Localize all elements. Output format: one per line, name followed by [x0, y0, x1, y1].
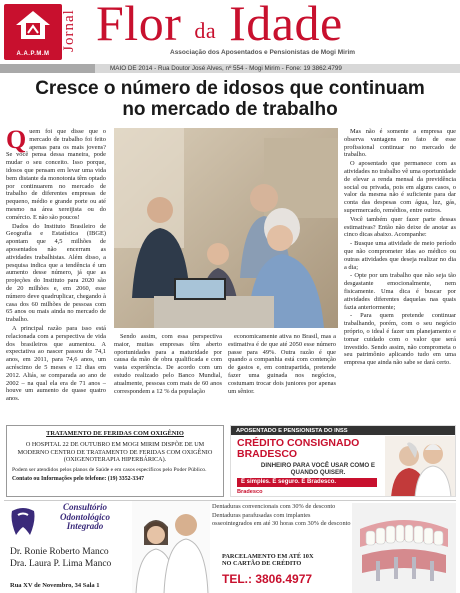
jornal-label: Jornal [60, 9, 77, 52]
article-paragraph: - Busque uma atividade de meio período que não comprometer idas ao médico ou outras atividades que deseja realizar no dia a dia; [344, 240, 456, 271]
ad-contact: Contato ou Informações pelo telefone: (19) 3352-3347 [12, 475, 145, 482]
elderly-couple-image [385, 436, 455, 497]
article-paragraph: Dados do Instituto Brasileiro de Geografia e Estatística (IBGE) apontam que 4,5 milhões de aposentados não encerram as atividades trabalhistas. Além disso, a pesquisa indica que a tendência é um aumento desse número, já que as projeções do Instituto para 2020 são de 20 milhões e, em 2060, esse número deve quadruplicar, chegando à casa dos 60 milhões de pessoas com 65 anos ou mais ainda no mercado de trabalho. [6, 222, 106, 324]
newspaper-title: Flor da Idade [96, 0, 343, 51]
installment-info: PARCELAMENTO EM ATÉ 10X NO CARTÃO DE CRÉDITO [222, 553, 314, 568]
tooth-icon [8, 505, 38, 539]
dentists-photo [132, 501, 210, 593]
bradesco-credit-ad [230, 425, 456, 497]
ad-note: Podem ser atendidos pelos planos de Saúde e em casos específicos pelo Poder Público. [12, 466, 207, 473]
bradesco-logo: Bradesco [237, 489, 263, 495]
dentist-name: Dra. Laura P. Lima Manco [10, 559, 112, 569]
wound-treatment-ad [6, 425, 224, 497]
masthead [0, 0, 460, 64]
clinic-name: Consultório Odontológico Integrado [59, 502, 110, 531]
dental-implant-image [352, 503, 456, 593]
clinic-phone: TEL.: 3806.4977 [222, 572, 313, 586]
article-paragraph: O aposentado que permanece com as atividades no trabalho vê uma oportunidade de elevar a renda mensal da previdência social ou privada, pois em alguns casos, o valor da mesma não é suficiente para dar conta das despesas com água, luz, gás, supermercado, remédios, entre outros. [344, 160, 456, 214]
article-paragraph: A principal razão para isso está relacionada com a perspectiva de vida dos brasileiros que aumentou. A expectativa ao nascer passou de 74,1 anos, em 2011, para 74,6 anos, um acréscimo de 5 meses e 12 dias em 2012. Aliás, se comparada ao ano de 2002 – na qual ela era de 71 anos – houve um aumento de quase quatro anos. [6, 324, 106, 403]
ad-title: TRATAMENTO DE FERIDAS COM OXIGÊNIO [46, 430, 184, 437]
article-headline: Cresce o número de idosos que continuam no mercado de trabalho [35, 78, 425, 120]
dental-offers [212, 503, 352, 529]
dental-clinic-ad [4, 500, 456, 593]
edition-line: MAIO DE 2014 - Rua Doutor José Alves, nº 554 - Mogi Mirim - Fone: 19 3862.4799 [110, 65, 342, 72]
ad-slogan: É simples. É seguro. É Bradesco. [237, 478, 377, 487]
ad-subtitle: DINHEIRO PARA VOCÊ USAR COMO E QUANDO QUISER. [260, 462, 376, 476]
article-paragraph: Mas não é somente a empresa que observa vantagens no fato de esse profissional continuar no mercado de trabalho. [344, 128, 456, 159]
edition-bar [0, 64, 460, 73]
drop-cap: Q [6, 125, 27, 154]
ad-headline: CRÉDITO CONSIGNADO BRADESCO [237, 437, 360, 460]
article-column-2 [114, 333, 222, 419]
article-column-1 [6, 125, 106, 418]
offer-item: Dentaduras convencionais com 30% de desconto [212, 503, 336, 510]
clinic-address: Rua XV de Novembro, 34 Sala 1 [10, 582, 100, 589]
house-icon [14, 9, 52, 41]
article-paragraph: Você também quer fazer parte dessas estimativas? Então não deixe de anotar as cinco dicas abaixo. Acompanhe: [344, 215, 456, 239]
edition-bar-accent [0, 64, 95, 73]
ad-body: O HOSPITAL 22 DE OUTUBRO EM MOGI MIRIM DISPÕE DE UM MODERNO CENTRO DE TRATAMENTO DE FERIDAS COM OXIGÊNIO (OXIGENOTERAPIA HIPERBÁRICA). [17, 441, 213, 464]
dentist-name: Dr. Ronie Roberto Manco [10, 547, 109, 557]
article-paragraph: Quem foi que disse que o mercado de trabalho foi feito apenas para os mais jovens? Se você pensa dessa maneira, pode mudar o seu conceito. Isso porque, idosos que pensam em levar uma vida bem distante da monotonia têm optado por continuarem no mercado de trabalho de diferentes empresas de pequeno, médio e grande porte ou até mesmo na área xereijista ou do comércio. E não são poucos! [6, 125, 106, 221]
logo-text: A.A.P.M.M [16, 51, 50, 57]
article-column-4 [344, 128, 456, 418]
article-paragraph: economicamente ativa no Brasil, mas a estimativa é de que até 2050 esse número passe para 49%. Outra razão é que quando a companhia está com contenção de gastos e, em contrapartida, pretende fazer uma guinada nos negócios, costumam trocar dois juniores por apenas um sênior. [228, 333, 336, 395]
association-name: Associação dos Aposentados e Pensionistas de Mogi Mirim [170, 49, 356, 56]
ad-audience: APOSENTADO E PENSIONISTA DO INSS [231, 426, 456, 435]
article-paragraph: - Opte por um trabalho que não seja tão desgastante emocionalmente, nem fisicamente. Uma dica é buscar por atividades diferentes daquelas nas quais fazia anteriormente; [344, 272, 456, 311]
article-paragraph: - Para quem pretende continuar trabalhando, porém, com o seu negócio próprio, o ideal é fazer um planejamento e tomar cuidado com o valor que será investido. Sendo assim, não comprometa o seu patrimônio aplicando tudo em uma empresa que ainda não sabe se dará certo. [344, 312, 456, 367]
article-column-3 [228, 333, 336, 419]
association-logo [4, 4, 62, 60]
article-photo [114, 128, 338, 328]
offer-item: Dentaduras parafusadas com implantes osseointegrados em até 30 horas com 30% de desconto [212, 512, 351, 527]
article-paragraph: Sendo assim, com essa perspectiva maior, muitas empresas têm aberto oportunidades para a maturidade por causa da mão de obra qualificada e com vasta experiência. De acordo com um estudo realizado pelo Banco Mundial, atualmente, pessoas com mais de 60 anos correspondem a 12 % da população [114, 333, 222, 395]
office-workers-image [114, 128, 338, 328]
